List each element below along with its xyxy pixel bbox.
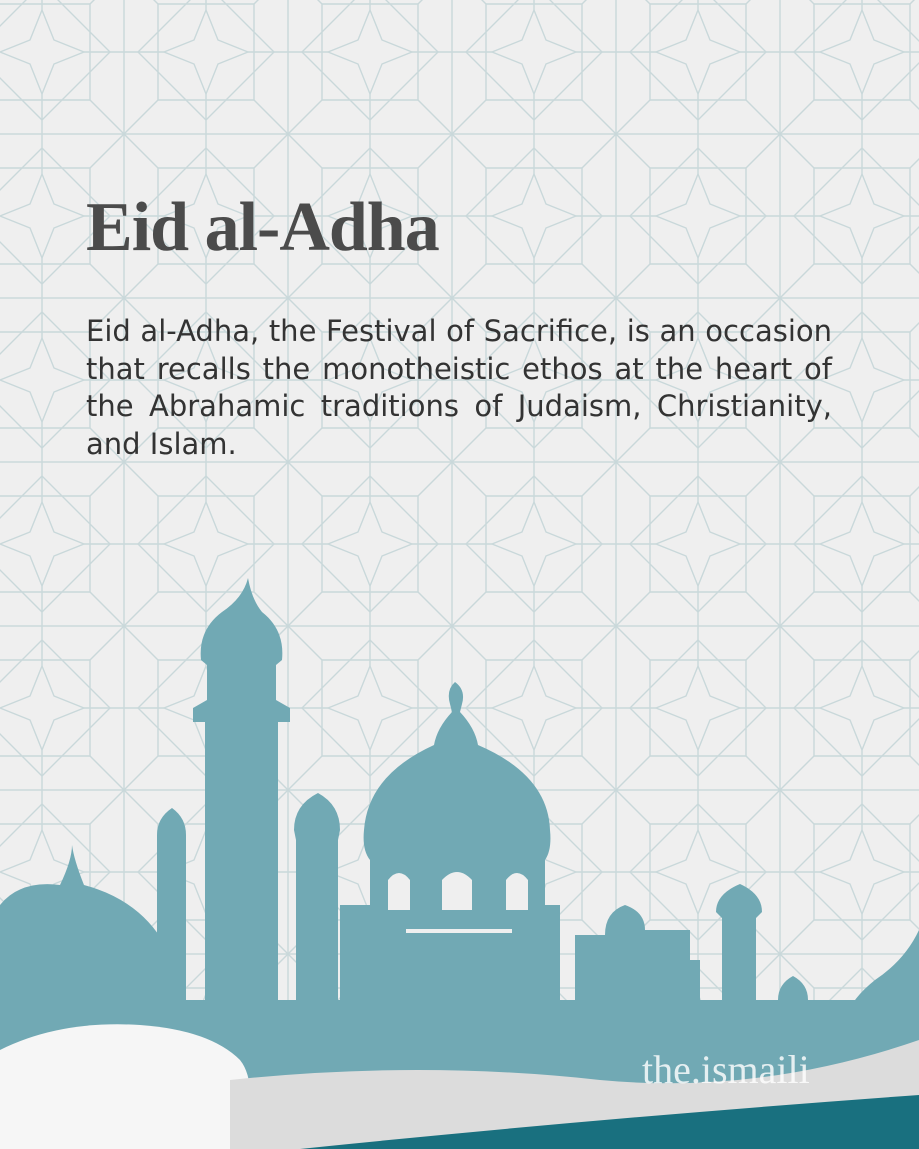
the-ismaili-logo: the.ismaili <box>642 1047 810 1092</box>
page-title: Eid al-Adha <box>86 189 439 266</box>
description-paragraph: Eid al-Adha, the Festival of Sacrifice, is an occasion that recalls the monotheistic ethos at the heart of the Abrahamic traditions of Judaism, Christianity, and Islam. <box>86 314 832 461</box>
